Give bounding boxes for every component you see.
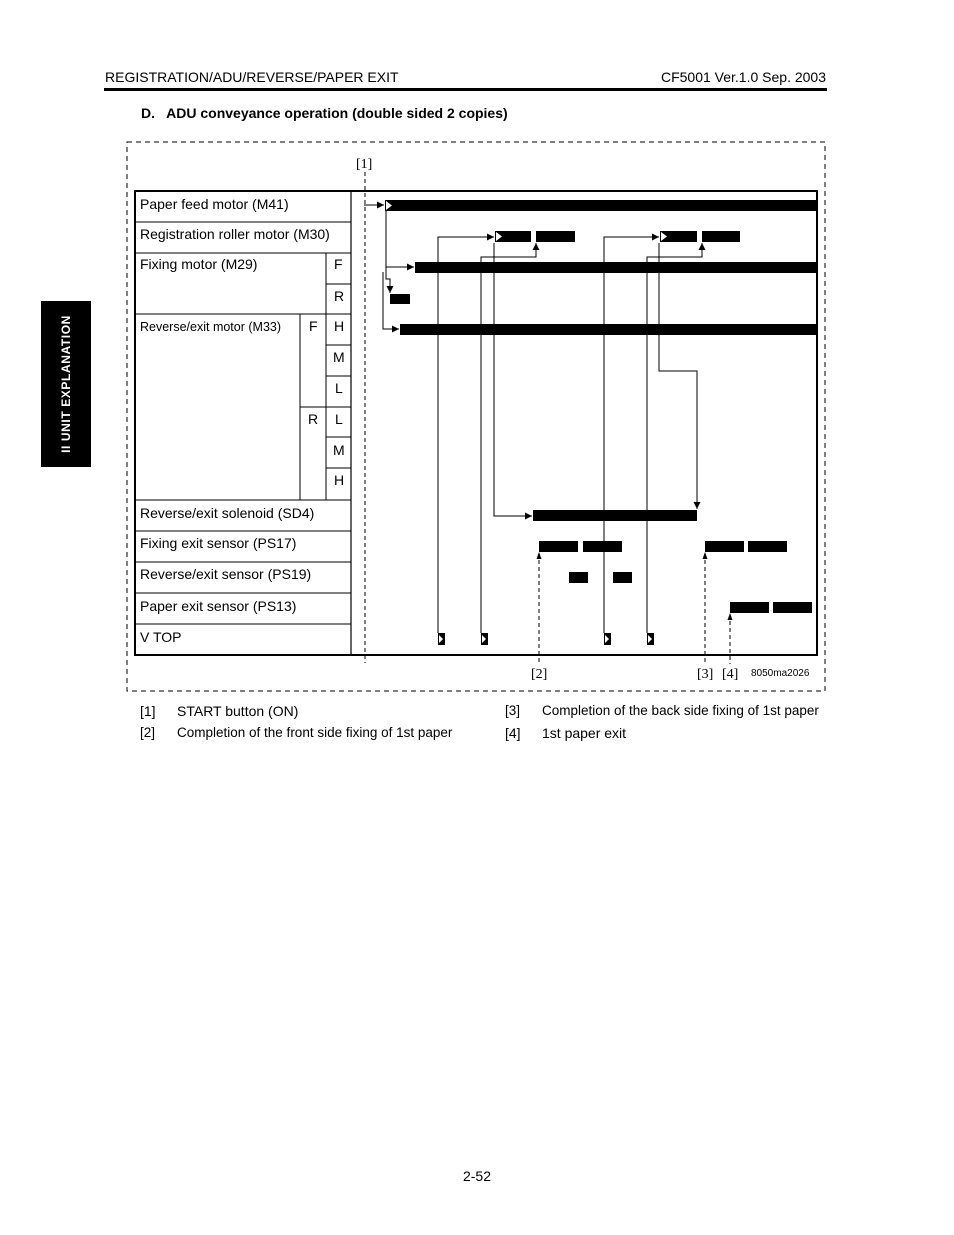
row-label-fixing-exit-sensor: Fixing exit sensor (PS17)	[140, 535, 297, 551]
row-label-reverse-exit-solenoid: Reverse/exit solenoid (SD4)	[140, 505, 315, 521]
row-label-reverse-exit-motor: Reverse/exit motor (M33)	[140, 320, 282, 334]
bar-registration-motor-4	[702, 231, 740, 242]
legend-text: START button (ON)	[177, 703, 299, 719]
bar-fixing-exit-sensor-4	[748, 541, 787, 552]
event-lines	[365, 172, 730, 664]
row-label-fixing-motor: Fixing motor (M29)	[140, 256, 258, 272]
row-label-reverse-exit-sensor: Reverse/exit sensor (PS19)	[140, 566, 312, 582]
legend-item-4	[505, 725, 825, 745]
timing-bars	[385, 200, 817, 645]
legend-item-3	[505, 703, 825, 723]
row-label-reverse-exit-motor-r-h: H	[334, 472, 345, 488]
row-label-reverse-exit-motor-r: R	[308, 411, 319, 427]
bar-fixing-exit-sensor-1	[539, 541, 578, 552]
row-label-reverse-exit-motor-f-m: M	[333, 349, 345, 365]
row-label-reverse-exit-motor-f-l: L	[335, 380, 343, 396]
bar-reverse-exit-motor-f-h	[400, 324, 817, 335]
row-label-paper-exit-sensor: Paper exit sensor (PS13)	[140, 598, 297, 614]
side-tab-label: II UNIT EXPLANATION	[59, 315, 73, 453]
row-label-reverse-exit-motor-r-l: L	[335, 411, 343, 427]
row-label-fixing-motor-f: F	[334, 256, 343, 272]
bar-fixing-motor-f	[415, 262, 817, 273]
header-section: REGISTRATION/ADU/REVERSE/PAPER EXIT	[105, 69, 399, 85]
legend-text: Completion of the front side fixing of 1st paper	[177, 725, 453, 740]
bar-fixing-exit-sensor-3	[705, 541, 744, 552]
row-label-reverse-exit-motor-r-m: M	[333, 442, 345, 458]
legend-item-1	[140, 703, 500, 723]
legend-text: 1st paper exit	[542, 725, 627, 741]
marker-3: [3]	[697, 667, 714, 682]
page-number: 2-52	[462, 1168, 492, 1184]
legend-item-2	[140, 725, 500, 745]
event-line-arrowheads	[537, 552, 733, 620]
legend-num: [4]	[505, 725, 521, 741]
row-label-reverse-exit-motor-f-h: H	[334, 318, 345, 334]
bar-paper-exit-sensor-2	[773, 602, 812, 613]
bar-paper-feed-motor	[385, 200, 817, 211]
row-label-reverse-exit-motor-f: F	[309, 318, 318, 334]
row-label-v-top: V TOP	[140, 629, 182, 645]
bar-fixing-exit-sensor-2	[583, 541, 622, 552]
bar-paper-exit-sensor-1	[730, 602, 769, 613]
marker-4: [4]	[722, 667, 739, 682]
legend-num: [1]	[140, 703, 156, 719]
bar-registration-motor-2	[536, 231, 575, 242]
marker-1: [1]	[356, 157, 373, 172]
row-label-fixing-motor-r: R	[334, 288, 345, 304]
bar-reverse-exit-solenoid	[533, 510, 697, 521]
row-label-paper-feed-motor: Paper feed motor (M41)	[140, 196, 289, 212]
header-doc-version: CF5001 Ver.1.0 Sep. 2003	[660, 69, 826, 85]
section-title: D. ADU conveyance operation (double sided 2 copies)	[141, 105, 508, 121]
legend-num: [3]	[505, 703, 521, 718]
legend-num: [2]	[140, 725, 156, 740]
legend-text: Completion of the back side fixing of 1st paper	[542, 703, 819, 718]
bar-fixing-motor-r	[390, 294, 410, 304]
row-label-registration-roller-motor: Registration roller motor (M30)	[140, 226, 330, 242]
marker-2: [2]	[531, 667, 548, 682]
bar-reverse-exit-sensor-2	[613, 572, 632, 583]
figure-id: 8050ma2026	[751, 668, 810, 679]
bar-reverse-exit-sensor-1	[569, 572, 588, 583]
